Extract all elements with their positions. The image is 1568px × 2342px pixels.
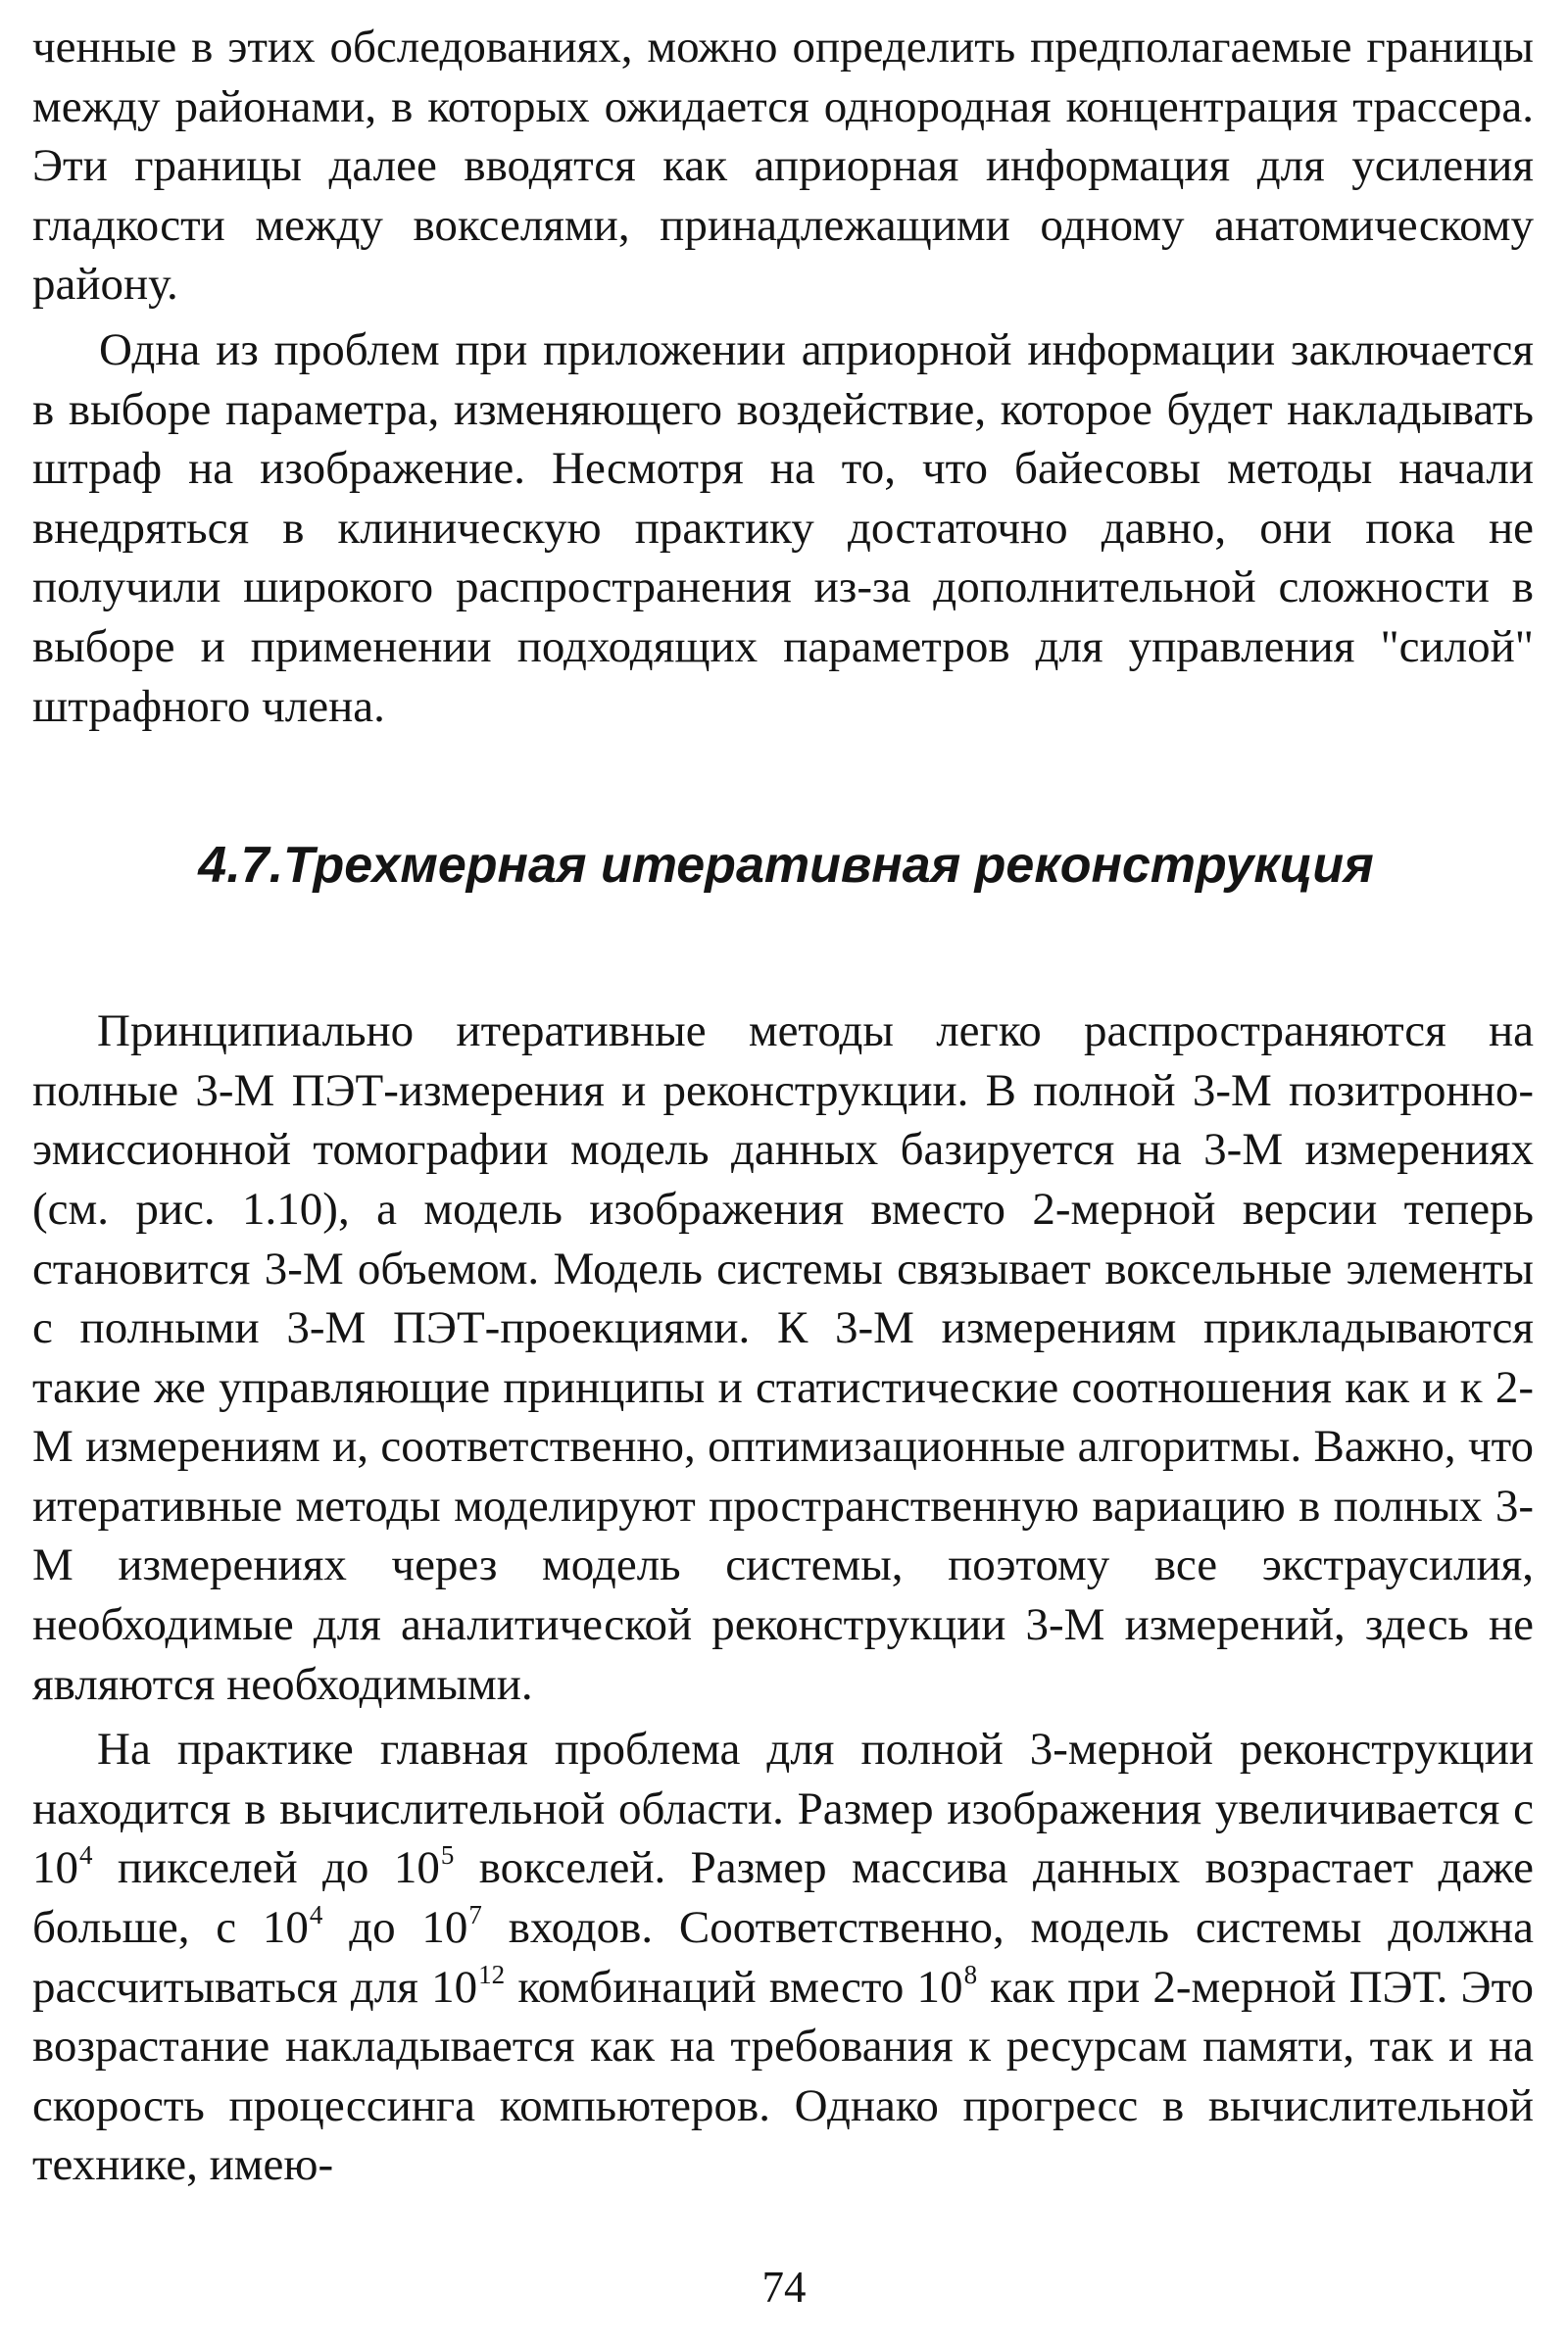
page-number: 74: [761, 2263, 807, 2312]
text-run: вокселей. Размер массива данных возрастает даже больше, с 10: [32, 1842, 1534, 1954]
exponent: 7: [468, 1900, 482, 1930]
text-run: до 10: [322, 1902, 468, 1954]
text-run: входов. Соответственно, модель системы должна рассчитываться для 10: [32, 1902, 1534, 2013]
text-run: пикселей до 10: [92, 1842, 440, 1894]
section-heading: 4.7.Трехмерная итеративная реконструкция: [198, 837, 1374, 895]
exponent: 12: [478, 1959, 506, 1989]
exponent: 5: [440, 1840, 455, 1871]
paragraph-prior-information: Одна из проблем при приложении априорной информации заключается в выборе параметра, изменяющего воздействие, которое будет накладывать штраф на изображение. Несмотря на то, что байесовы методы начали внедряться в клиническую практику достаточно давно, они пока не получили широкого распространения из-за дополнительной сложности в выборе и применении подходящих параметров для управления "силой" штрафного члена.: [32, 323, 1534, 732]
text-run: На практике главная проблема для полной 3-мерной реконструкции находится в вычислительной области. Размер изображения увеличивается с 10: [32, 1724, 1534, 1894]
text-run: комбинаций вместо 10: [505, 1961, 963, 2013]
exponent: 4: [79, 1840, 93, 1871]
page-body: [32, 18, 1534, 2195]
paragraph-computational-problem: [32, 1720, 1534, 2195]
paragraph-continuation: ченные в этих обследованиях, можно определить предполагаемые границы между районами, в которых ожидается однородная концентрация трассера. Эти границы далее вводятся как априорная информация для усиления гладкости между вокселями, принадлежащими одному анатомическому району.: [32, 22, 1534, 311]
exponent: 4: [309, 1900, 323, 1930]
paragraph-3d-iterative-methods: Принципиально итеративные методы легко распространяются на полные 3-М ПЭТ-измерения и реконструкции. В полной 3-М позитронно-эмиссионной томографии модель данных базируется на 3-М измерениях (см. рис. 1.10), а модель изображения вместо 2-мерной версии теперь становится 3-М объемом. Модель системы связывает воксельные элементы с полными 3-М ПЭТ-проекциями. К 3-М измерениям прикладываются такие же управляющие принципы и статистические соотношения как и к 2-М измерениям и, соответственно, оптимизационные алгоритмы. Важно, что итеративные методы моделируют пространственную вариацию в полных 3-М измерениях через модель системы, поэтому все экстраусилия, необходимые для аналитической реконструкции 3-М измерений, здесь не являются необходимыми.: [32, 1005, 1534, 1710]
text-run: как при 2-мерной ПЭТ. Это возрастание накладывается как на требования к ресурсам памяти, так и на скорость процессинга компьютеров. Однако прогресс в вычислительной технике, имею-: [32, 1961, 1534, 2191]
exponent: 8: [963, 1959, 978, 1989]
